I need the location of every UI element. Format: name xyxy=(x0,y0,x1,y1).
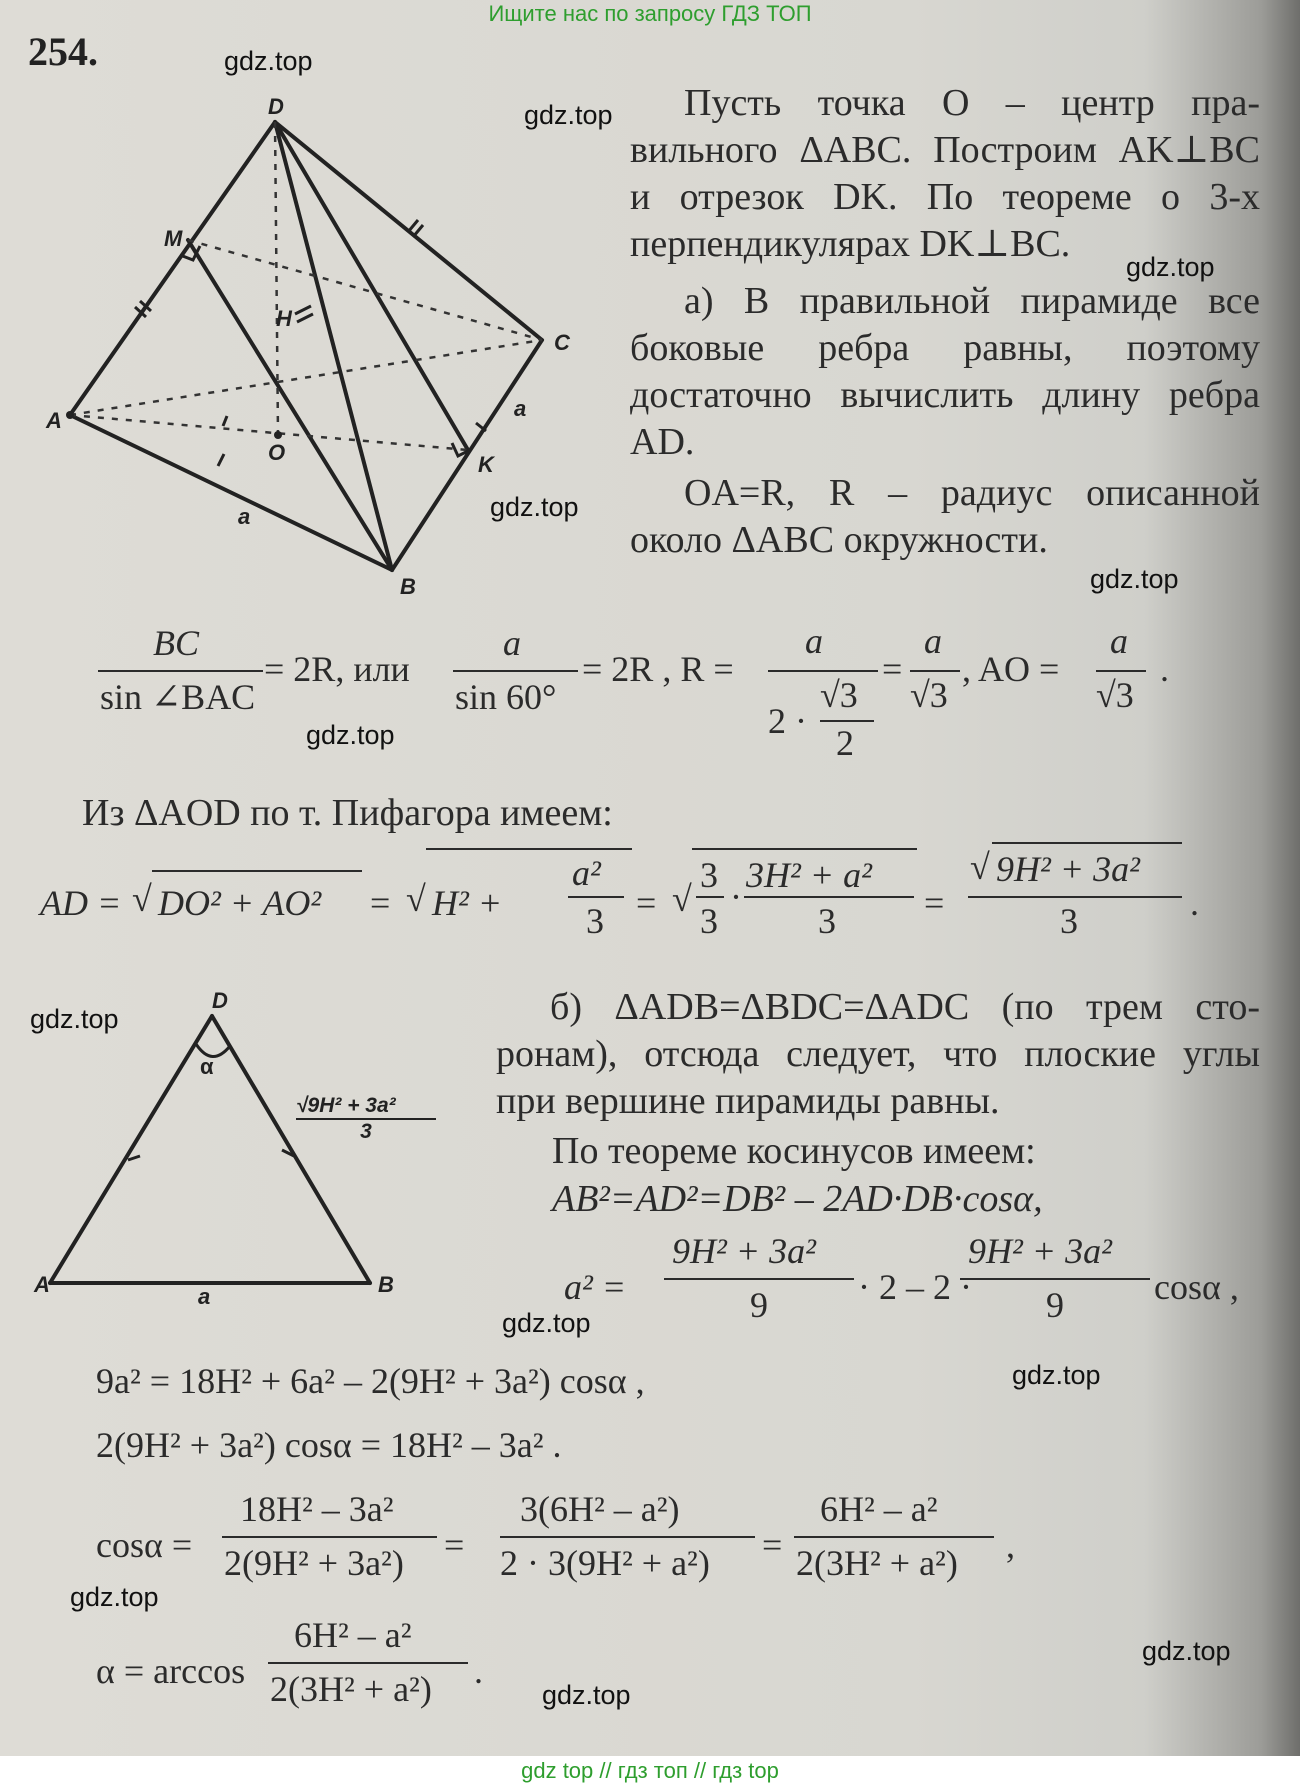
watermark: gdz.top xyxy=(542,1680,631,1710)
label-alpha: α xyxy=(200,1054,214,1079)
side-db xyxy=(212,1016,370,1283)
search-banner[interactable]: Ищите нас по запросу ГДЗ ТОП xyxy=(488,1,812,26)
pyramid-figure xyxy=(40,90,600,610)
label-b: B xyxy=(400,574,416,599)
formula-cos-alpha: cosα = 18H² – 3a² 2(9H² + 3a²) = 3(6H² – a²) 2 · 3(9H² + a²) = 6H² – a² 2(3H² + a²) , xyxy=(96,1489,1015,1583)
watermark: gdz.top xyxy=(490,492,579,522)
problem-number: 254. xyxy=(28,29,98,74)
label-a-base: a xyxy=(198,1284,211,1309)
paragraph-b: б) ΔADB=ΔBDC=ΔADC (по трем сто- ронам), отсюда следует, что плоские углы при вершине пирамиды равны. xyxy=(496,986,1260,1122)
paragraph-intro: Пусть точка O – центр пра- вильного ΔABC. Построим AK⊥BC и отрезок DK. По теореме о 3-х перпендикулярах DK⊥BC. xyxy=(630,82,1260,265)
watermark: gdz.top xyxy=(1012,1360,1101,1390)
label-side-length: √9H² + 3a² 3 xyxy=(296,1094,436,1144)
formula-cosine-expansion: a² = 9H² + 3a² 9 · 2 – 2 · 9H² + 3a² 9 cosα , xyxy=(564,1231,1239,1325)
paragraph-radius: OA=R, R – радиус описанной около ΔABC окружности. xyxy=(630,472,1260,561)
point-o xyxy=(274,431,282,439)
label-m: M xyxy=(164,226,183,251)
watermark: gdz.top xyxy=(306,720,395,750)
side-da xyxy=(50,1016,212,1283)
label-c: C xyxy=(554,330,570,355)
edge-db xyxy=(275,122,392,570)
label-d: D xyxy=(268,94,284,119)
paragraph-a: а) В правильной пирамиде все боковые ребра равны, поэтому достаточно вычислить длину ребра AD. xyxy=(630,280,1260,463)
edge-da xyxy=(70,122,275,415)
pythagoras-intro: Из ΔAOD по т. Пифагора имеем: xyxy=(82,792,613,834)
footer-links[interactable]: gdz top // гдз топ // гдз top xyxy=(0,1756,1300,1789)
label-b2: B xyxy=(378,1272,394,1297)
watermark: gdz.top xyxy=(502,1308,591,1338)
cosine-theorem-intro: По теореме косинусов имеем: xyxy=(552,1130,1036,1172)
watermark: gdz.top xyxy=(1142,1636,1231,1666)
edge-dk xyxy=(275,122,468,450)
watermark: gdz.top xyxy=(224,46,313,76)
cosine-law: AB²=AD²=DB² – 2AD·DB·cosα, xyxy=(552,1178,1043,1220)
watermark: gdz.top xyxy=(524,100,613,130)
label-a2: A xyxy=(34,1272,50,1297)
label-o: O xyxy=(268,440,286,465)
label-a-side: a xyxy=(238,504,251,529)
label-h: H xyxy=(276,306,292,331)
label-a-side-bc: a xyxy=(514,396,527,421)
watermark: gdz.top xyxy=(30,1004,119,1034)
edge-ac-hidden xyxy=(70,340,542,415)
label-d2: D xyxy=(212,988,228,1013)
formula-step-1: 9a² = 18H² + 6a² – 2(9H² + 3a²) cosα , xyxy=(96,1361,645,1401)
watermark: gdz.top xyxy=(1126,252,1215,282)
formula-alpha-result: α = arccos 6H² – a² 2(3H² + a²) . xyxy=(96,1615,483,1709)
formula-step-2: 2(9H² + 3a²) cosα = 18H² – 3a² . xyxy=(96,1425,562,1465)
edge-bc xyxy=(392,340,542,570)
height-do-hidden xyxy=(275,122,278,435)
point-a xyxy=(66,411,74,419)
triangle-figure xyxy=(30,990,470,1310)
formula-radius: BC sin ∠BAC = 2R, или a sin 60° = 2R , R = a 2 · √3 2 = a √3 , AO = a √3 . xyxy=(100,621,1169,763)
label-a: A xyxy=(46,408,62,433)
formula-ad: AD = √ DO² + AO² = √ H² + a² 3 = √ 3 3 · 3H² + a² 3 = √ 9H² + 3a² 3 . xyxy=(40,840,1200,960)
watermark: gdz.top xyxy=(70,1582,159,1612)
watermark: gdz.top xyxy=(1090,564,1179,594)
label-k: K xyxy=(478,452,494,477)
